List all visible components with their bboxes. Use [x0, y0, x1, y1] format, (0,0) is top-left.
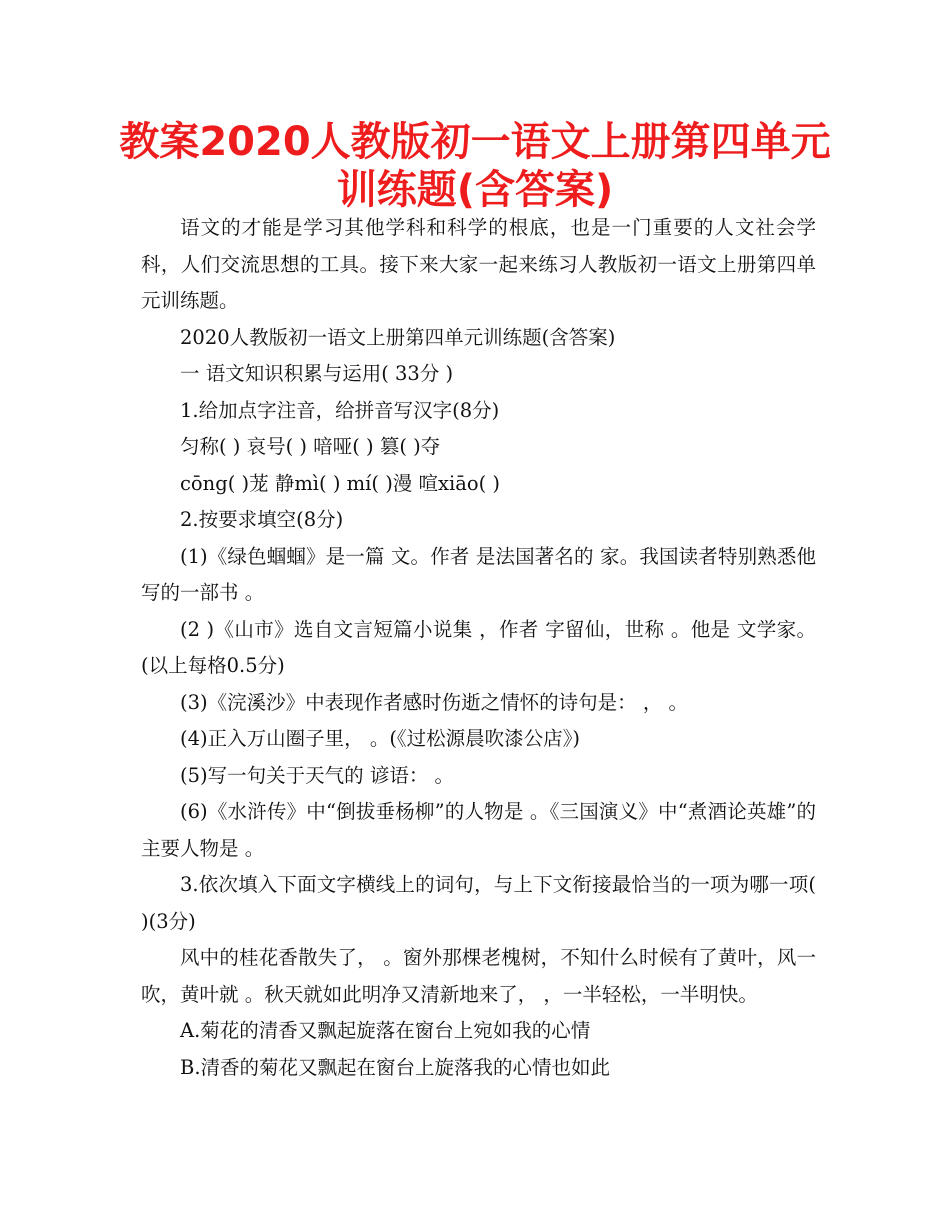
question-1: 1.给加点字注音，给拼音写汉字(8分): [180, 398, 500, 422]
document-title: 教案2020人教版初一语文上册第四单元训练题(含答案): [119, 119, 831, 213]
intro-paragraph: 语文的才能是学习其他学科和科学的根底，也是一门重要的人文社会学科，人们交流思想的工具。接下来大家一起来练习人教版初一语文上册第四单元训练题。: [141, 216, 816, 312]
option-a: A.菊花的清香又飘起旋落在窗台上宛如我的心情: [180, 1019, 591, 1042]
question-2-item-2: (2 )《山市》选自文言短篇小说集 ，作者 字留仙，世称 。他是 文学家。(以上每格0.5分): [141, 617, 816, 677]
question-3: 3.依次填入下面文字横线上的词句，与上下文衔接最恰当的一项为哪一项( )(3分): [141, 873, 816, 933]
question-2: 2.按要求填空(8分): [180, 508, 344, 531]
option-b: B.清香的菊花又飘起在窗台上旋落我的心情也如此: [180, 1055, 611, 1079]
question-2-item-4: (4)正入万山圈子里， 。(《过松源晨吹漆公店》): [180, 727, 581, 750]
question-1-items-b: cōng( )茏 静mì( ) mí( )漫 喧xiāo( ): [180, 471, 501, 495]
question-2-item-5: (5)写一句关于天气的 谚语： 。: [180, 763, 455, 787]
subtitle-line: 2020人教版初一语文上册第四单元训练题(含答案): [180, 325, 616, 349]
question-2-item-6: (6)《水浒传》中“倒拔垂杨柳”的人物是 。《三国演义》中“煮酒论英雄”的主要人物是 。: [141, 800, 816, 860]
question-1-items-a: 匀称( ) 哀号( ) 喑哑( ) 篡( )夺: [180, 435, 441, 458]
question-2-item-1: (1)《绿色蝈蝈》是一篇 文。作者 是法国著名的 家。我国读者特别熟悉他写的一部书 。: [141, 544, 816, 604]
question-2-item-3: (3)《浣溪沙》中表现作者感时伤逝之情怀的诗句是： ， 。: [180, 690, 689, 714]
section-heading: 一 语文知识积累与运用( 33分 ): [180, 362, 454, 385]
document-body: [141, 210, 816, 1086]
question-3-passage: 风中的桂花香散失了， 。窗外那棵老槐树，不知什么时候有了黄叶，风一吹，黄叶就 。秋天就如此明净又清新地来了， ，一半轻松，一半明快。: [141, 946, 816, 1006]
